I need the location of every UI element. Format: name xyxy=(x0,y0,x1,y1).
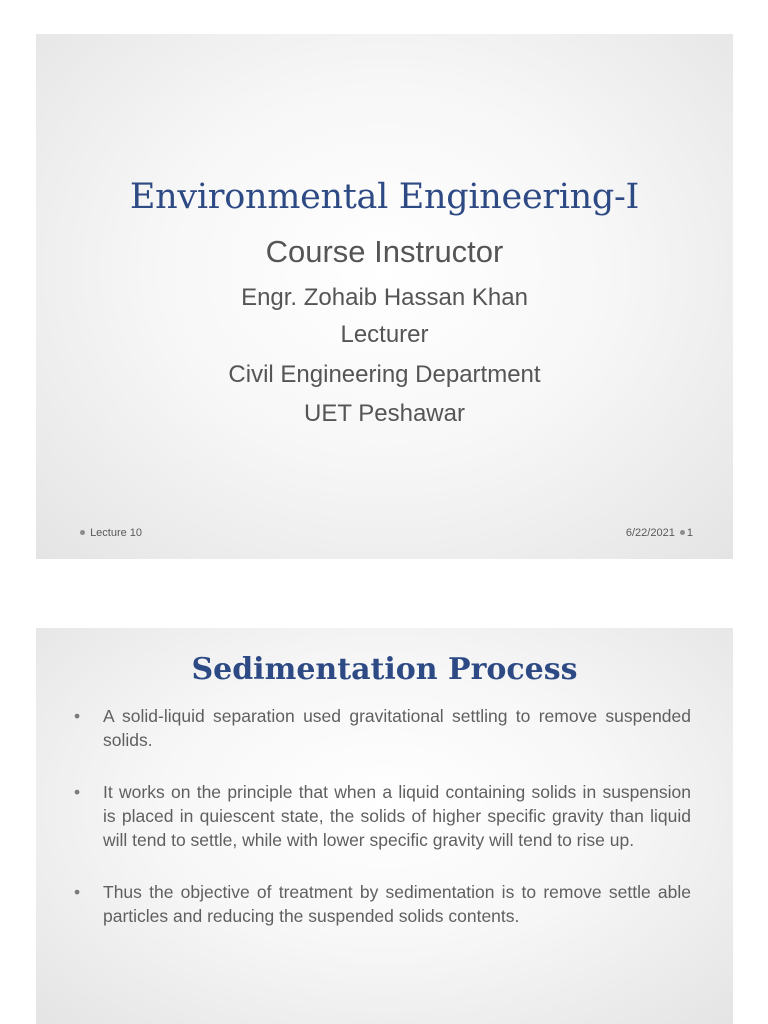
instructor-name: Engr. Zohaib Hassan Khan xyxy=(241,284,528,311)
bullet-dot-icon xyxy=(680,530,685,535)
department-name: Civil Engineering Department xyxy=(228,361,541,388)
bullet-text: A solid-liquid separation used gravitational settling to remove suspended solids. xyxy=(103,706,691,750)
course-instructor-heading: Course Instructor xyxy=(265,234,504,269)
list-item xyxy=(74,704,691,752)
bullet-list xyxy=(74,704,691,956)
instructor-designation: Lecturer xyxy=(340,321,429,348)
list-item xyxy=(74,880,691,928)
slide-2 xyxy=(36,628,733,1024)
list-item xyxy=(74,780,691,852)
bullet-dot-icon xyxy=(80,530,85,535)
slide-footer-left xyxy=(78,527,142,539)
bullet-dot-icon: • xyxy=(74,782,81,802)
bullet-text: Thus the objective of treatment by sedimentation is to remove settle able particles and reducing the suspended solids contents. xyxy=(103,882,691,926)
slide-1 xyxy=(36,34,733,559)
slide-2-title: Sedimentation Process xyxy=(191,652,578,687)
slide-date: 6/22/2021 xyxy=(625,527,675,539)
bullet-dot-icon: • xyxy=(74,706,81,726)
slide-1-title: Environmental Engineering-I xyxy=(129,177,640,217)
bullet-dot-icon: • xyxy=(74,882,81,902)
slide-footer-right xyxy=(626,527,693,539)
bullet-text: It works on the principle that when a liquid containing solids in suspension is placed in quiescent state, the solids of higher specific gravity than liquid will tend to settle, while with lower specific gravity will tend to rise up. xyxy=(103,782,691,850)
slide-number: 1 xyxy=(686,527,693,539)
lecture-label: Lecture 10 xyxy=(90,527,143,539)
university-name: UET Peshawar xyxy=(304,400,465,427)
